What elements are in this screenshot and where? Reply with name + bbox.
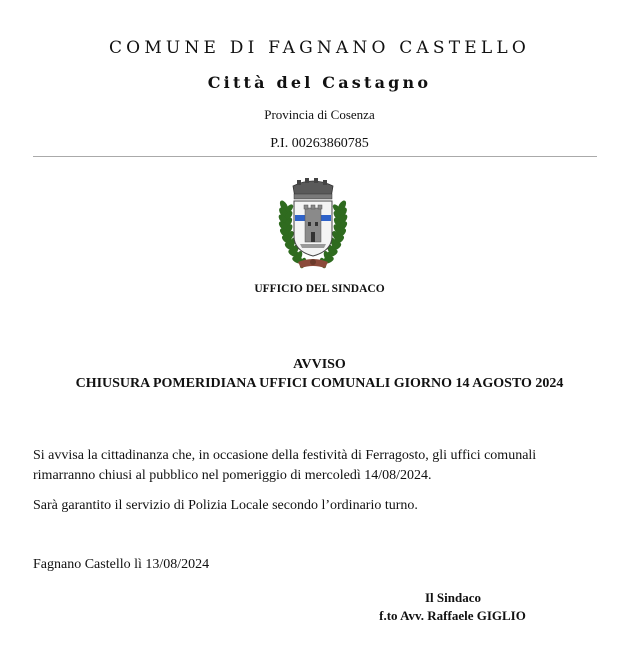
municipality-name: COMUNE DI FAGNANO CASTELLO (108, 38, 531, 58)
place-and-date: Fagnano Castello lì 13/08/2024 (33, 557, 210, 572)
paragraph-line: rimarranno chiusi al pubblico nel pomeriggio di mercoledì 14/08/2024. (33, 468, 432, 483)
municipal-coat-of-arms-icon (270, 176, 356, 274)
notice-paragraph-1 (33, 446, 608, 486)
notice-title: AVVISO (293, 357, 346, 372)
notice-paragraph-2: Sarà garantito il servizio di Polizia Locale secondo l’ordinario turno. (33, 498, 418, 513)
signature-title: Il Sindaco (425, 590, 481, 605)
office-label: UFFICIO DEL SINDACO (254, 283, 385, 295)
header-divider (33, 156, 597, 157)
notice-subject: CHIUSURA POMERIDIANA UFFICI COMUNALI GIORNO 14 AGOSTO 2024 (75, 376, 564, 391)
vat-number: P.I. 00263860785 (270, 136, 369, 151)
city-motto: Città del Castagno (207, 73, 432, 92)
signature-name: f.to Avv. Raffaele GIGLIO (379, 608, 526, 623)
province-line: Provincia di Cosenza (264, 107, 375, 122)
notice-heading (0, 355, 639, 393)
paragraph-line: Si avvisa la cittadinanza che, in occasione della festività di Ferragosto, gli uffici comunali (33, 448, 537, 463)
